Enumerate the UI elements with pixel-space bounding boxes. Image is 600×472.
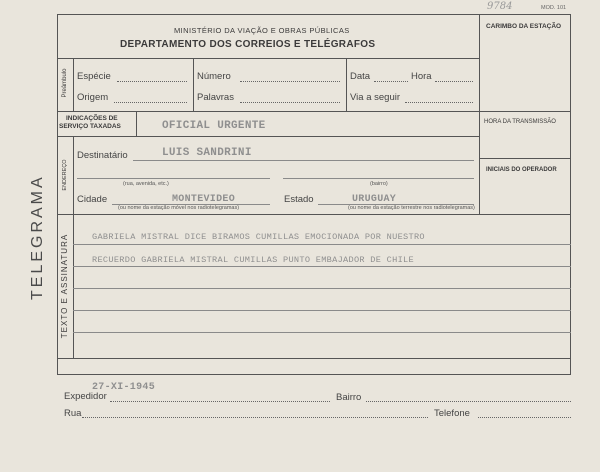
- text-top-rule: [57, 214, 571, 215]
- telegram-form: [57, 14, 571, 375]
- telegram-title: TELEGRAMA: [29, 174, 46, 300]
- text-line-5: [73, 332, 571, 333]
- telefone-label: Telefone: [434, 408, 470, 419]
- text-label-divider: [73, 214, 74, 358]
- preamble-divider-1: [193, 58, 194, 111]
- service-label-line1: INDICAÇÕES DE: [66, 115, 118, 122]
- destinatario-line: [133, 160, 474, 161]
- estado-value: URUGUAY: [352, 194, 397, 205]
- via-label: Via a seguir: [350, 92, 400, 103]
- text-line-2: [73, 266, 571, 267]
- street-line: [77, 178, 270, 179]
- palavras-label: Palavras: [197, 92, 234, 103]
- rua-label: Rua: [64, 408, 82, 419]
- destinatario-label: Destinatário: [77, 150, 128, 161]
- preamble-bottom-rule: [57, 111, 571, 112]
- origem-label: Origem: [77, 92, 109, 103]
- address-label-divider: [73, 136, 74, 214]
- data-label: Data: [350, 71, 371, 82]
- data-line: [374, 81, 408, 82]
- rua-line: [82, 417, 428, 418]
- right-column-divider: [479, 14, 480, 214]
- expedidor-label: Expedidor: [64, 391, 107, 402]
- department-title: DEPARTAMENTO DOS CORREIOS E TELÉGRAFOS: [120, 39, 376, 50]
- handwritten-number: 9784: [487, 1, 513, 12]
- service-bottom-rule: [57, 136, 479, 137]
- origem-line: [114, 102, 187, 103]
- numero-label: Número: [197, 71, 231, 82]
- service-label-line2: SERVIÇO TAXADAS: [59, 123, 121, 130]
- especie-label: Espécie: [77, 71, 111, 82]
- preamble-divider-2: [346, 58, 347, 111]
- text-line-3: [73, 288, 571, 289]
- street-hint: (rua, avenida, etc.): [123, 181, 169, 187]
- text-line-1: [73, 244, 571, 245]
- hora-label: Hora: [411, 71, 432, 82]
- text-bottom-rule: [57, 358, 571, 359]
- address-label: ENDEREÇO: [62, 159, 68, 191]
- service-value: OFICIAL URGENTE: [162, 120, 266, 132]
- especie-line: [117, 81, 187, 82]
- via-line: [405, 102, 473, 103]
- preamble-top-rule: [57, 58, 479, 59]
- ministry-title: MINISTÉRIO DA VIAÇÃO E OBRAS PÚBLICAS: [174, 26, 350, 35]
- palavras-line: [240, 102, 340, 103]
- text-section-label: TEXTO E ASSINATURA: [60, 233, 69, 339]
- right-column-rule: [479, 158, 571, 159]
- text-line-4: [73, 310, 571, 311]
- district-hint: (bairro): [370, 181, 388, 187]
- expedidor-line: [110, 401, 330, 402]
- expedidor-value: 27-XI-1945: [92, 382, 156, 393]
- preamble-label: Preâmbulo: [62, 68, 68, 98]
- estado-label: Estado: [284, 194, 314, 205]
- preamble-label-divider: [73, 58, 74, 111]
- telefone-line: [478, 417, 571, 418]
- district-line: [283, 178, 474, 179]
- bairro-line: [366, 401, 571, 402]
- service-label-divider: [136, 111, 137, 136]
- destinatario-value: LUIS SANDRINI: [162, 147, 252, 159]
- hora-line: [435, 81, 473, 82]
- bairro-label: Bairro: [336, 392, 362, 403]
- operator-initials-label: INICIAIS DO OPERADOR: [486, 167, 557, 173]
- cidade-hint: (ou nome da estação móvel nos radiotelegramas): [118, 205, 240, 211]
- transmission-time-label: HORA DA TRANSMISSÃO: [484, 119, 556, 125]
- cidade-label: Cidade: [77, 194, 108, 205]
- cidade-value: MONTEVIDEO: [172, 194, 236, 205]
- numero-line: [240, 81, 340, 82]
- estado-hint: (ou nome da estação terrestre nos radiotelegramas): [348, 205, 475, 211]
- message-line-1: GABRIELA MISTRAL DICE BIRAMOS CUMILLAS EMOCIONADA POR NUESTRO: [92, 232, 425, 242]
- message-line-2: RECUERDO GABRIELA MISTRAL CUMILLAS PUNTO EMBAJADOR DE CHILE: [92, 255, 414, 265]
- form-model-number: MOD. 101: [541, 5, 567, 11]
- station-stamp-label: CARIMBO DA ESTAÇÃO: [486, 23, 562, 30]
